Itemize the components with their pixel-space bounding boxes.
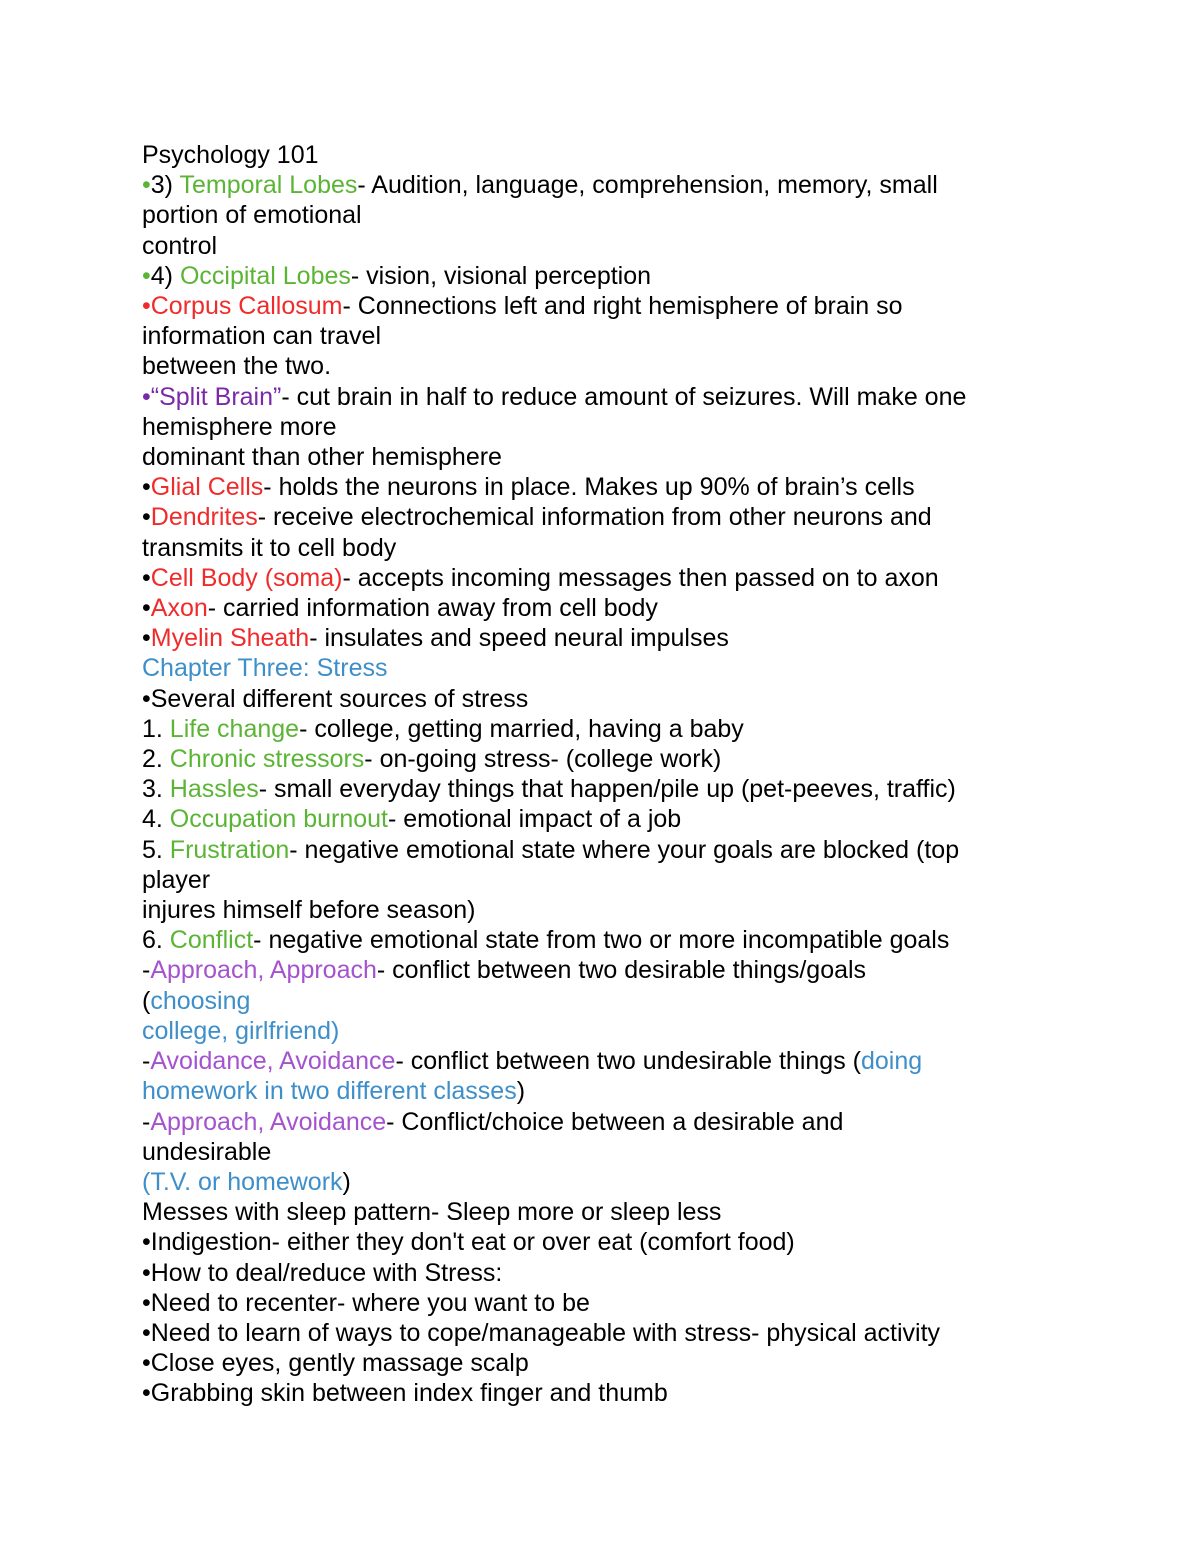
text-segment: - college, getting married, having a baby [299,714,744,743]
text-segment: Myelin Sheath [150,624,310,653]
text-segment: doing [860,1047,923,1076]
text-segment: - carried information away from cell body [207,594,658,623]
text-segment: Avoidance, Avoidance [150,1047,396,1076]
text-segment: 1. [142,714,170,743]
text-line [142,623,1142,653]
text-segment: 6. [142,926,170,955]
text-segment: - negative emotional state where your goals are blocked (top [289,835,960,864]
text-segment: Approach, Approach [150,956,377,985]
text-line [142,1107,1142,1137]
text-line [142,895,1142,925]
text-segment: Occupation burnout [169,805,388,834]
text-segment: - vision, visional perception [350,261,652,290]
text-line [142,140,1142,170]
text-line [142,1016,1142,1046]
text-line [142,321,1142,351]
text-segment: Axon [150,594,208,623]
text-line [142,774,1142,804]
text-segment: • [142,473,151,502]
text-segment: •How to deal/reduce with Stress: [142,1258,503,1287]
text-segment: •Need to learn of ways to cope/manageable with stress- physical activity [142,1318,941,1347]
text-segment: ) [342,1167,351,1196]
text-segment: - [142,956,151,985]
text-segment: 4. [142,805,170,834]
text-segment: transmits it to cell body [142,533,397,562]
text-segment: Psychology 101 [142,141,319,169]
text-line [142,714,1142,744]
text-line [142,1348,1142,1378]
text-line [142,684,1142,714]
text-segment: •Grabbing skin between index finger and thumb [142,1379,668,1408]
text-segment: • [142,594,151,623]
text-segment: ( [142,1167,151,1196]
text-segment: ( [142,986,151,1015]
text-segment: control [142,231,218,260]
text-line [142,1137,1142,1167]
text-segment: Chapter Three: Stress [142,654,388,683]
text-segment: choosing [150,986,251,1015]
text-segment: - accepts incoming messages then passed on to axon [342,563,939,592]
text-line [142,170,1142,200]
text-segment: - [142,1107,151,1136]
text-line [142,291,1142,321]
text-segment: - holds the neurons in place. Makes up 90% of brain’s cells [263,473,915,502]
text-line [142,1258,1142,1288]
text-line [142,533,1142,563]
text-segment: - Conflict/choice between a desirable and [386,1107,844,1136]
text-segment: - [142,1047,151,1076]
document-page [142,140,1142,1409]
text-segment: player [142,865,211,894]
text-line [142,1076,1142,1106]
text-line [142,653,1142,683]
text-line [142,231,1142,261]
text-segment: 4) [150,261,180,290]
text-segment: - on-going stress- (college work) [364,745,722,774]
text-segment: •Indigestion- either they don't eat or over eat (comfort food) [142,1228,795,1257]
text-line [142,1227,1142,1257]
text-segment: dominant than other hemisphere [142,443,502,472]
text-line [142,1378,1142,1408]
text-segment: information can travel [142,322,382,351]
text-line [142,563,1142,593]
text-line [142,412,1142,442]
text-segment: 3. [142,775,170,804]
text-segment: - receive electrochemical information from other neurons and [257,503,932,532]
text-line [142,472,1142,502]
text-segment: - emotional impact of a job [388,805,682,834]
text-line [142,442,1142,472]
text-segment: 2. [142,745,170,774]
text-line [142,502,1142,532]
text-segment: - cut brain in half to reduce amount of seizures. Will make one [281,382,967,411]
text-segment: • [142,171,151,200]
text-segment: Approach, Avoidance [150,1107,387,1136]
text-segment: Glial Cells [150,473,264,502]
text-segment: •Close eyes, gently massage scalp [142,1349,529,1378]
text-segment: portion of emotional [142,201,362,230]
text-line [142,865,1142,895]
text-segment: - conflict between two desirable things/goals [376,956,867,985]
text-segment: Temporal Lobes [179,171,358,200]
text-segment: ) [516,1077,526,1106]
text-segment: T.V. or homework [150,1167,343,1196]
text-segment: •Need to recenter- where you want to be [142,1288,590,1317]
text-line [142,835,1142,865]
text-segment: 5. [142,835,170,864]
text-line [142,986,1142,1016]
text-segment: Hassles [169,775,259,804]
text-line [142,382,1142,412]
text-segment: Cell Body (soma) [150,563,343,592]
text-segment: hemisphere more [142,412,337,441]
text-segment: between the two. [142,352,332,381]
text-segment: Conflict [169,926,254,955]
text-segment: Occipital Lobes [179,261,351,290]
text-line [142,593,1142,623]
text-segment: •“Split Brain” [142,382,282,411]
text-segment: •Several different sources of stress [142,684,529,713]
text-line [142,1197,1142,1227]
text-line [142,1288,1142,1318]
text-line [142,804,1142,834]
text-segment: - insulates and speed neural impulses [309,624,729,653]
text-segment: - negative emotional state from two or more incompatible goals [253,926,950,955]
text-line [142,925,1142,955]
text-line [142,955,1142,985]
text-segment: - conflict between two undesirable things ( [395,1047,861,1076]
text-line [142,1318,1142,1348]
text-line [142,261,1142,291]
text-segment: 3) [150,171,180,200]
text-segment: - Audition, language, comprehension, memory, small [357,171,938,200]
text-segment: college, girlfriend) [142,1016,340,1045]
text-segment: - Connections left and right hemisphere of brain so [342,292,903,321]
text-segment: homework in two different classes [142,1077,517,1106]
text-segment: • [142,624,151,653]
text-segment: Messes with sleep pattern- Sleep more or sleep less [142,1198,722,1227]
text-segment: • [142,563,151,592]
text-line [142,1167,1142,1197]
text-segment: Dendrites [150,503,258,532]
text-segment: • [142,261,151,290]
text-segment: Life change [169,714,300,743]
text-segment: • [142,503,151,532]
text-segment: undesirable [142,1137,272,1166]
text-segment: Frustration [169,835,290,864]
text-segment: Chronic stressors [169,745,365,774]
text-segment: - small everyday things that happen/pile up (pet-peeves, traffic) [258,775,956,804]
text-segment: •Corpus Callosum [142,292,343,321]
text-line [142,351,1142,381]
text-line [142,200,1142,230]
text-line [142,1046,1142,1076]
text-segment: injures himself before season) [142,896,476,925]
text-line [142,744,1142,774]
